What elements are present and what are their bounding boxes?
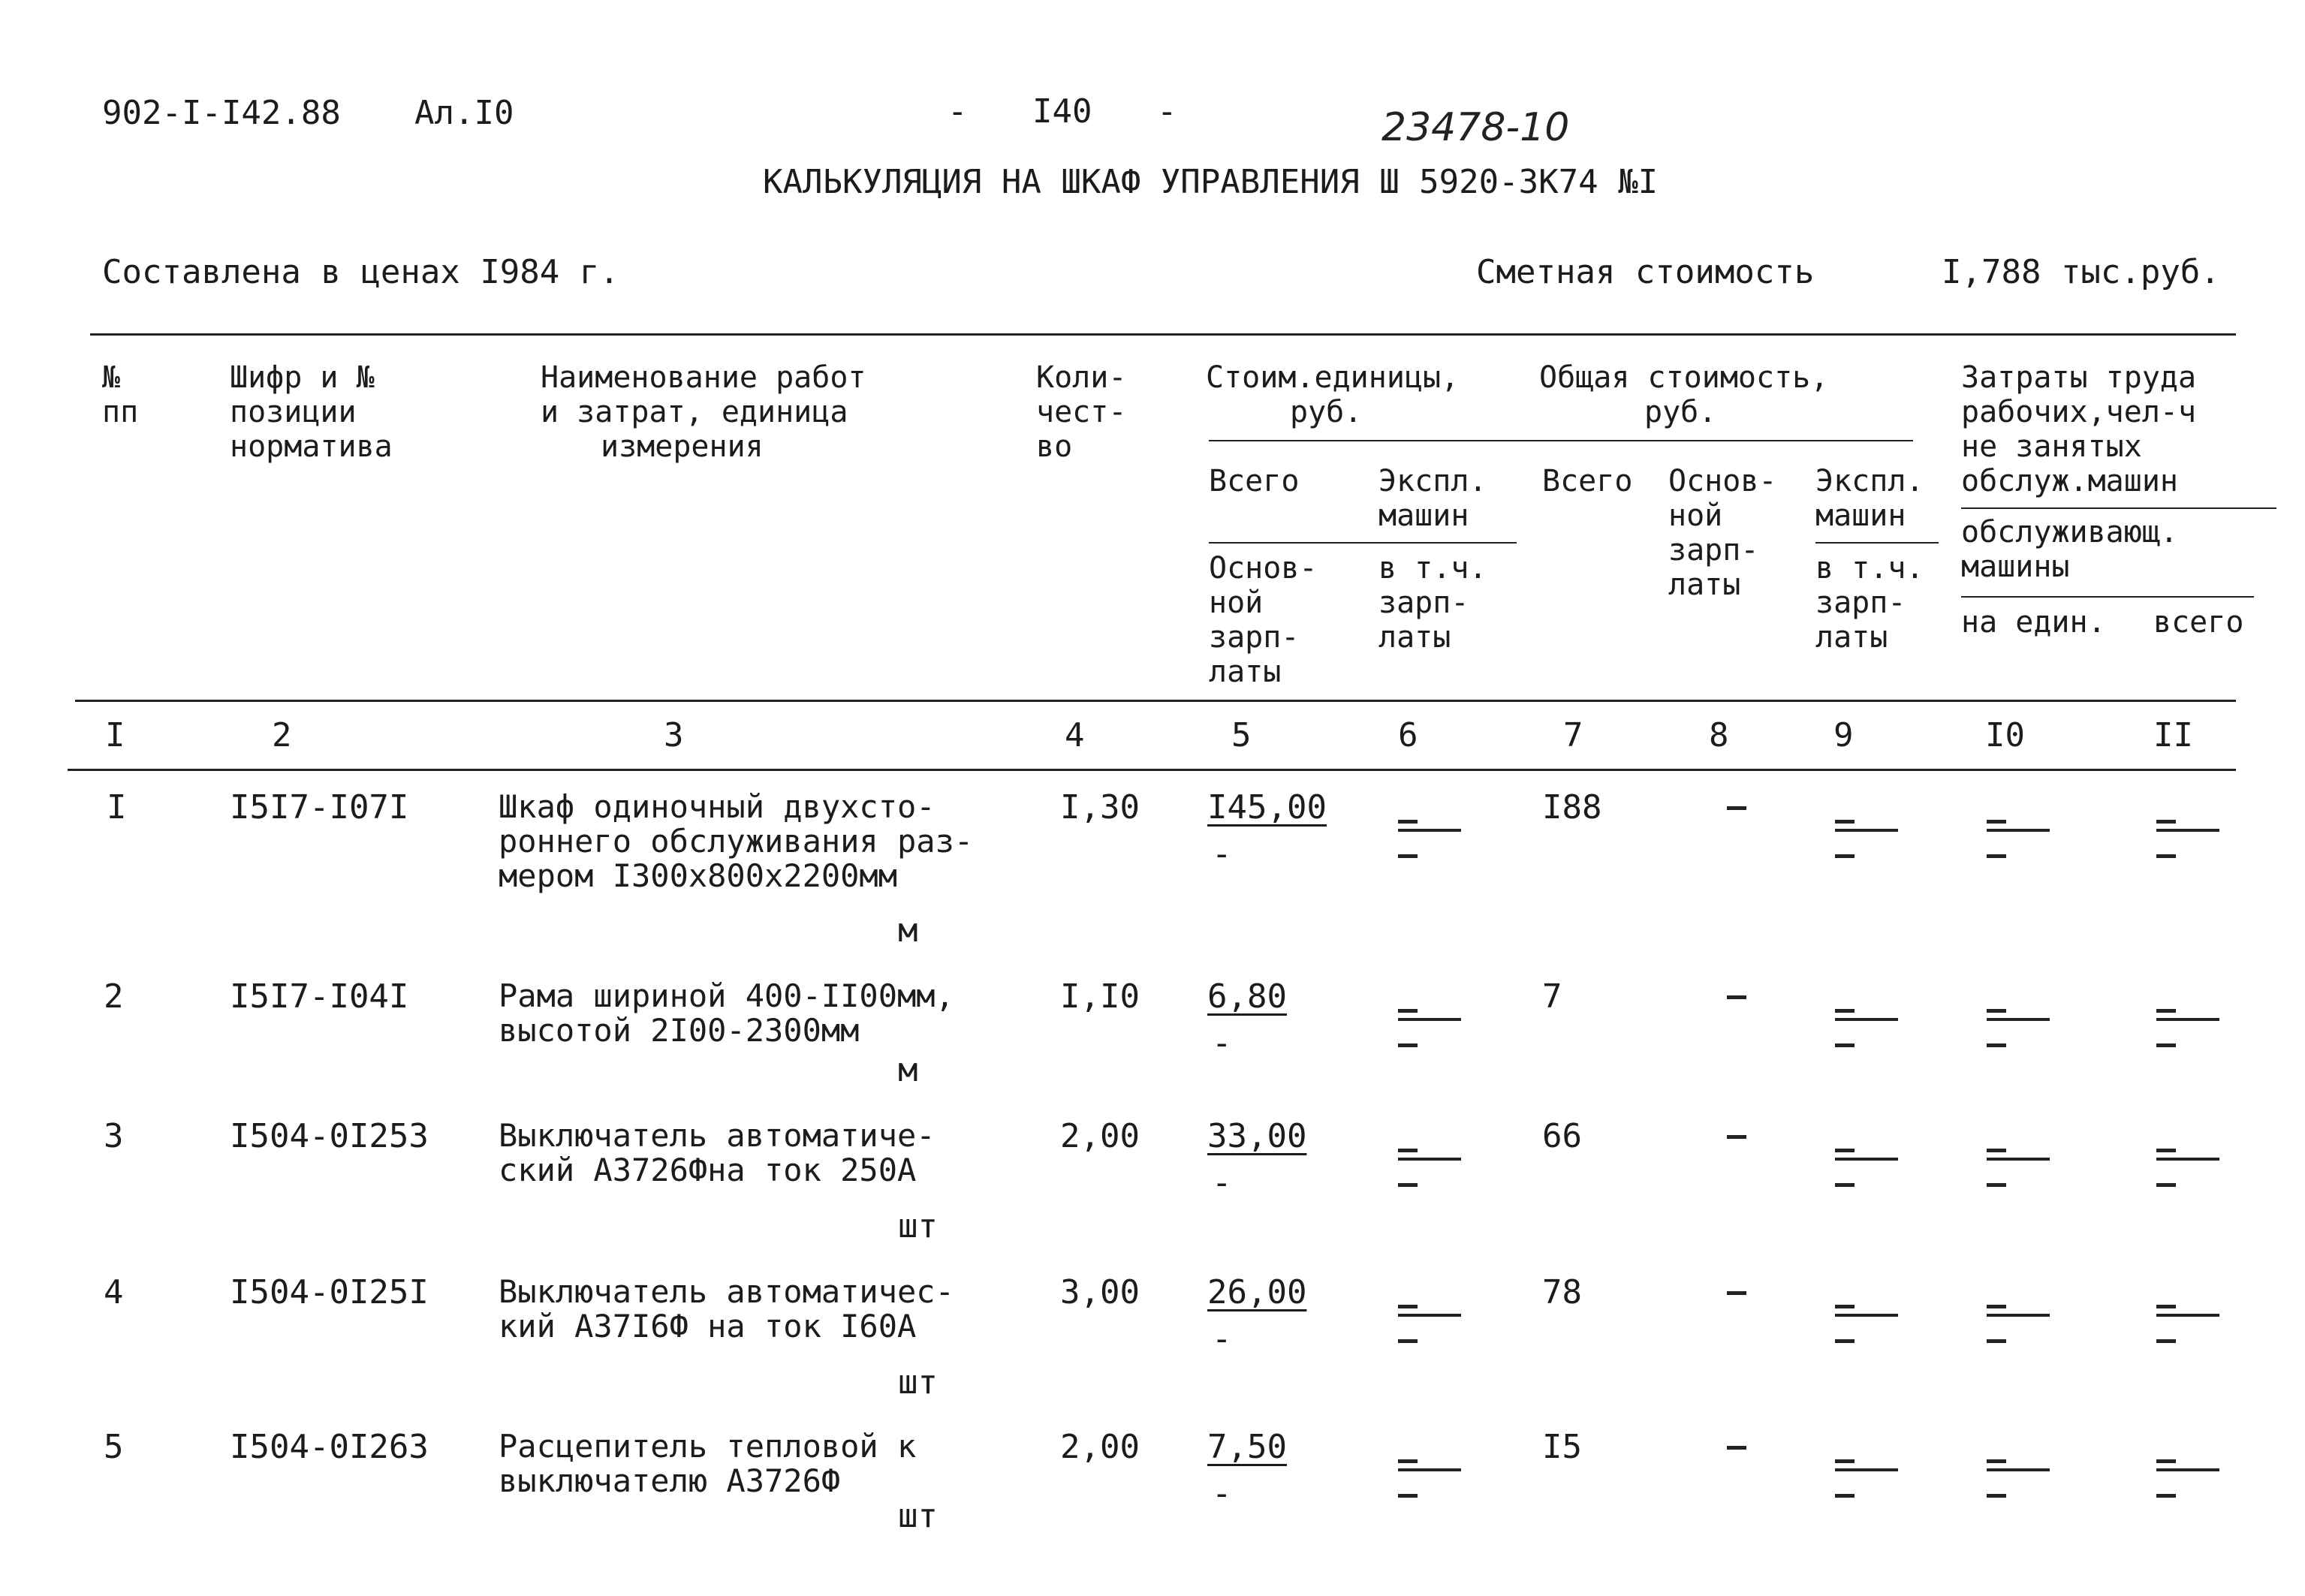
sheet-number: Ал.I0 <box>414 94 514 132</box>
dash-mark <box>2156 1183 2176 1187</box>
dash-mark <box>1987 1149 2006 1152</box>
dash-mark <box>1835 854 1855 858</box>
page-number: - I40 - <box>948 92 1177 131</box>
base-salary: - <box>1212 1320 1232 1358</box>
total-cost-rule <box>1541 440 1913 441</box>
column-number: 3 <box>664 716 684 754</box>
table-top-rule <box>90 333 2236 336</box>
dash-mark <box>2156 854 2176 858</box>
column-number: 9 <box>1833 716 1854 754</box>
base-salary: - <box>1212 1164 1232 1202</box>
item-quantity: 2,00 <box>1060 1428 1140 1466</box>
column-number: 8 <box>1709 716 1729 754</box>
unit-price: I45,00 <box>1207 788 1327 827</box>
base-salary: - <box>1212 1474 1232 1513</box>
dash-underline <box>1398 1018 1461 1021</box>
dash-mark <box>1398 1043 1418 1047</box>
dash-mark <box>1987 1043 2006 1047</box>
dash-mark <box>2156 1494 2176 1498</box>
header-bottom-rule <box>75 700 2236 702</box>
col-6-bottom-header: в т.ч. зарп- латы <box>1378 551 1487 655</box>
total-cost: 78 <box>1542 1273 1582 1311</box>
item-unit: шт <box>898 1207 938 1245</box>
dash-mark <box>1398 1305 1418 1308</box>
column-numbers-rule <box>68 769 2236 771</box>
column-number: 5 <box>1231 716 1252 754</box>
dash-underline <box>2156 1018 2219 1021</box>
dash-mark <box>1398 1494 1418 1498</box>
dash-mark <box>1398 820 1418 824</box>
dash-mark <box>2156 1009 2176 1013</box>
item-quantity: I,I0 <box>1060 977 1140 1016</box>
dash-underline <box>2156 1468 2219 1471</box>
column-number: II <box>2153 716 2193 754</box>
prices-note: Составлена в ценах I984 г. <box>102 253 619 291</box>
dash-underline <box>1835 1314 1898 1317</box>
dash-underline <box>1398 1158 1461 1161</box>
dash-mark <box>1987 820 2006 824</box>
dash-mark <box>1835 1459 1855 1463</box>
column-number: 6 <box>1398 716 1418 754</box>
dash-mark <box>1727 1291 1746 1295</box>
dash-mark <box>1835 1149 1855 1152</box>
dash-mark <box>1987 1305 2006 1308</box>
dash-mark <box>1727 806 1746 810</box>
c9-mid-rule <box>1815 542 1939 544</box>
item-quantity: 3,00 <box>1060 1273 1140 1311</box>
dash-underline <box>1398 829 1461 832</box>
dash-mark <box>1727 995 1746 999</box>
base-salary: - <box>1212 1024 1232 1062</box>
dash-underline <box>1987 1468 2050 1471</box>
item-name: Рама шириной 400-II00мм, высотой 2I00-2300мм <box>499 977 954 1049</box>
dash-mark <box>2156 1305 2176 1308</box>
dash-mark <box>1398 1339 1418 1343</box>
norm-code: I504-0I253 <box>230 1117 429 1155</box>
total-cost: I5 <box>1542 1428 1582 1466</box>
total-cost: I88 <box>1542 788 1602 827</box>
unit-cost-header: Стоим.единицы, руб. <box>1206 360 1460 429</box>
total-cost-header: Общая стоимость, руб. <box>1539 360 1829 429</box>
document-title: КАЛЬКУЛЯЦИЯ НА ШКАФ УПРАВЛЕНИЯ Ш 5920-3К74 №I <box>763 163 1659 201</box>
dash-underline <box>1835 1158 1898 1161</box>
dash-mark <box>2156 1149 2176 1152</box>
dash-underline <box>1987 1314 2050 1317</box>
dash-mark <box>1987 1009 2006 1013</box>
dash-mark <box>1835 1009 1855 1013</box>
column-number: 4 <box>1065 716 1085 754</box>
dash-underline <box>2156 1314 2219 1317</box>
norm-code: I504-0I263 <box>230 1428 429 1466</box>
unit-price: 6,80 <box>1207 977 1287 1016</box>
unit-price: 26,00 <box>1207 1273 1307 1311</box>
labor-per-unit-header: на един. <box>1961 605 2106 640</box>
dash-mark <box>2156 1043 2176 1047</box>
dash-mark <box>1987 1494 2006 1498</box>
col-1-header: № пп <box>102 360 139 429</box>
column-number: I0 <box>1985 716 2025 754</box>
row-number: 3 <box>104 1117 124 1155</box>
unit-cost-mid-rule <box>1209 542 1517 544</box>
dash-mark <box>1727 1446 1746 1450</box>
col-6-top-header: Экспл. машин <box>1378 464 1487 533</box>
dash-mark <box>1398 1183 1418 1187</box>
base-salary: - <box>1212 835 1232 873</box>
dash-mark <box>1398 1459 1418 1463</box>
item-unit: шт <box>898 1497 938 1535</box>
item-quantity: I,30 <box>1060 788 1140 827</box>
document-code: 902-I-I42.88 <box>102 94 341 132</box>
dash-mark <box>1398 1009 1418 1013</box>
dash-mark <box>2156 820 2176 824</box>
estimate-label: Сметная стоимость <box>1476 253 1815 291</box>
dash-mark <box>1835 1183 1855 1187</box>
labor-total-header: всего <box>2153 605 2244 640</box>
dash-mark <box>1835 1043 1855 1047</box>
item-name: Шкаф одиночный двухсто- роннего обслуживания раз- мером I300x800x2200мм <box>499 788 974 894</box>
dash-underline <box>2156 1158 2219 1161</box>
item-name: Расцепитель тепловой к выключателю А3726Ф <box>499 1428 917 1499</box>
unit-price: 7,50 <box>1207 1428 1287 1466</box>
col-4-header: Коли- чест- во <box>1036 360 1127 464</box>
total-cost: 7 <box>1542 977 1562 1016</box>
dash-underline <box>1398 1314 1461 1317</box>
col-8-header: Основ- ной зарп- латы <box>1668 464 1777 602</box>
norm-code: I5I7-I04I <box>230 977 409 1016</box>
dash-mark <box>1835 1305 1855 1308</box>
dash-underline <box>1987 1158 2050 1161</box>
dash-mark <box>1987 1183 2006 1187</box>
dash-mark <box>1987 1459 2006 1463</box>
col-5-bottom-header: Основ- ной зарп- латы <box>1209 551 1318 689</box>
dash-mark <box>1987 854 2006 858</box>
dash-underline <box>2156 829 2219 832</box>
dash-underline <box>1987 1018 2050 1021</box>
col-3-header: Наименование работ и затрат, единица измерения <box>541 360 866 464</box>
dash-mark <box>1835 820 1855 824</box>
dash-underline <box>1835 1018 1898 1021</box>
item-quantity: 2,00 <box>1060 1117 1140 1155</box>
dash-underline <box>1835 829 1898 832</box>
item-unit: шт <box>898 1363 938 1402</box>
col-9-bottom-header: в т.ч. зарп- латы <box>1815 551 1924 655</box>
item-name: Выключатель автоматичес- кий А37I6Ф на ток I60А <box>499 1273 954 1345</box>
dash-mark <box>1727 1135 1746 1139</box>
dash-underline <box>1835 1468 1898 1471</box>
row-number: 5 <box>104 1428 124 1466</box>
labor-rule-1 <box>1961 507 2276 509</box>
col-5-top-header: Всего <box>1209 464 1300 498</box>
unit-price: 33,00 <box>1207 1117 1307 1155</box>
dash-mark <box>1835 1339 1855 1343</box>
norm-code: I504-0I25I <box>230 1273 429 1311</box>
col-9-top-header: Экспл. машин <box>1815 464 1924 533</box>
dash-mark <box>1835 1494 1855 1498</box>
row-number: I <box>107 788 127 827</box>
row-number: 4 <box>104 1273 124 1311</box>
labor-sub-header: обслуживающ. машины <box>1961 515 2178 584</box>
col-2-header: Шифр и № позиции норматива <box>230 360 393 464</box>
total-cost: 66 <box>1542 1117 1582 1155</box>
column-number: I <box>105 716 125 754</box>
dash-mark <box>1398 1149 1418 1152</box>
labor-rule-2 <box>1961 596 2254 598</box>
item-name: Выключатель автоматиче- ский А3726Фна ток 250А <box>499 1117 936 1188</box>
item-unit: м <box>898 911 918 950</box>
norm-code: I5I7-I07I <box>230 788 409 827</box>
dash-underline <box>1398 1468 1461 1471</box>
handwritten-number: 23478-10 <box>1381 105 1570 150</box>
dash-mark <box>2156 1339 2176 1343</box>
dash-mark <box>2156 1459 2176 1463</box>
unit-cost-rule <box>1209 440 1544 441</box>
estimate-value: I,788 тыс.руб. <box>1942 253 2220 291</box>
dash-mark <box>1987 1339 2006 1343</box>
item-unit: м <box>898 1051 918 1089</box>
row-number: 2 <box>104 977 124 1016</box>
column-number: 2 <box>272 716 292 754</box>
labor-header: Затраты труда рабочих,чел-ч не занятых обслуж.машин <box>1961 360 2197 498</box>
dash-underline <box>1987 829 2050 832</box>
column-number: 7 <box>1563 716 1583 754</box>
col-7-header: Всего <box>1542 464 1633 498</box>
dash-mark <box>1398 854 1418 858</box>
